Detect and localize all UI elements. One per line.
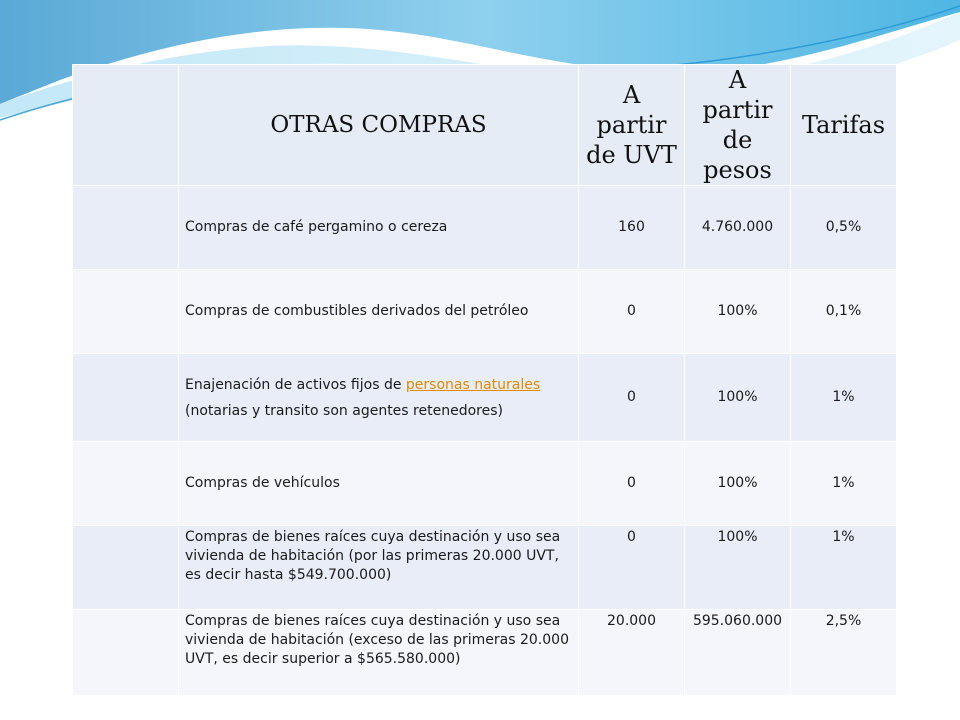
row-pesos: 100% xyxy=(685,526,791,610)
row-tarifa: 1% xyxy=(791,442,897,526)
row-uvt: 160 xyxy=(579,186,685,270)
row-description: Compras de bienes raíces cuya destinación y uso sea vivienda de habitación (por las primeras 20.000 UVT, es decir hasta $549.700.000) xyxy=(179,526,579,610)
personas-naturales-link[interactable]: personas naturales xyxy=(405,376,541,393)
header-pesos: A partir de pesos xyxy=(685,65,791,186)
table-row xyxy=(73,270,897,354)
row-tarifa: 1% xyxy=(791,354,897,442)
row-uvt: 0 xyxy=(579,442,685,526)
row-uvt: 0 xyxy=(579,526,685,610)
description-text: Enajenación de activos fijos de xyxy=(185,376,406,393)
table-row xyxy=(73,354,897,442)
row-uvt: 0 xyxy=(579,270,685,354)
row-tarifa: 2,5% xyxy=(791,610,897,696)
header-blank xyxy=(73,65,179,186)
row-blank-cell xyxy=(73,610,179,696)
header-tarifas: Tarifas xyxy=(791,65,897,186)
row-blank-cell xyxy=(73,442,179,526)
row-uvt: 0 xyxy=(579,354,685,442)
table-row xyxy=(73,442,897,526)
row-pesos: 595.060.000 xyxy=(685,610,791,696)
tarifas-table xyxy=(72,64,897,696)
header-row xyxy=(73,65,897,186)
table-row xyxy=(73,186,897,270)
row-tarifa: 1% xyxy=(791,526,897,610)
row-description xyxy=(179,354,579,442)
row-blank-cell xyxy=(73,186,179,270)
description-text: (notarias y transito son agentes retenedores) xyxy=(185,402,503,419)
row-description: Compras de combustibles derivados del petróleo xyxy=(179,270,579,354)
row-tarifa: 0,5% xyxy=(791,186,897,270)
row-tarifa: 0,1% xyxy=(791,270,897,354)
table-row xyxy=(73,610,897,696)
header-uvt: A partir de UVT xyxy=(579,65,685,186)
row-pesos: 100% xyxy=(685,354,791,442)
row-description: Compras de bienes raíces cuya destinación y uso sea vivienda de habitación (exceso de las primeras 20.000 UVT, es decir superior a $565.580.000) xyxy=(179,610,579,696)
row-blank-cell xyxy=(73,354,179,442)
header-otras-compras: OTRAS COMPRAS xyxy=(179,65,579,186)
table-row xyxy=(73,526,897,610)
row-pesos: 100% xyxy=(685,442,791,526)
row-blank-cell xyxy=(73,526,179,610)
row-pesos: 4.760.000 xyxy=(685,186,791,270)
row-uvt: 20.000 xyxy=(579,610,685,696)
row-blank-cell xyxy=(73,270,179,354)
row-description: Compras de café pergamino o cereza xyxy=(179,186,579,270)
row-pesos: 100% xyxy=(685,270,791,354)
row-description: Compras de vehículos xyxy=(179,442,579,526)
